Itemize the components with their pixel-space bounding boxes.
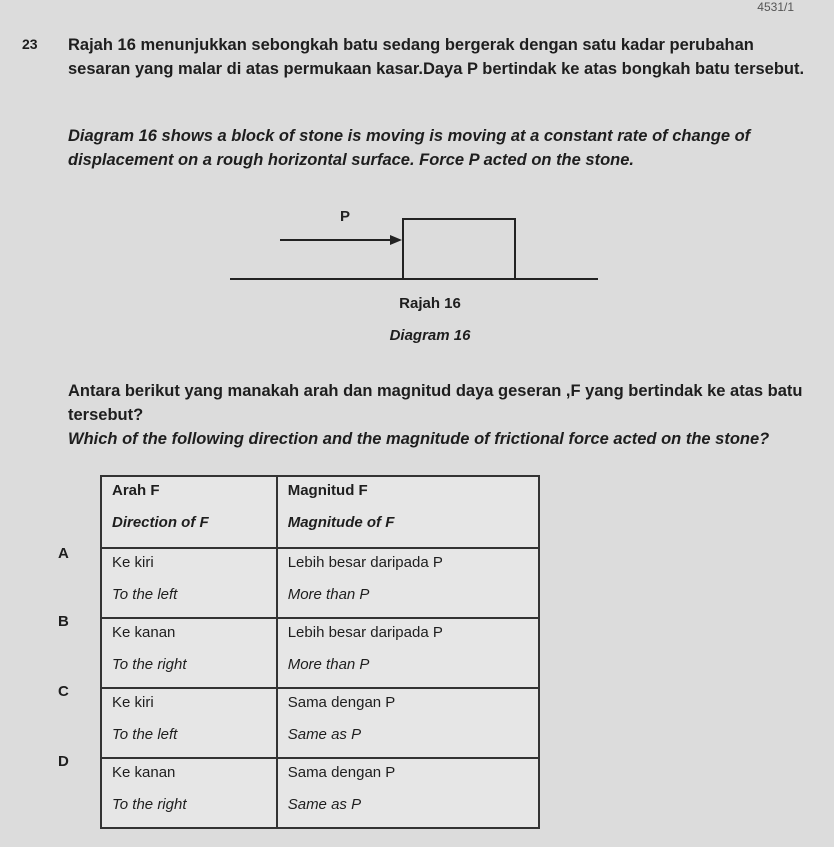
header-direction-ms: Arah F bbox=[112, 482, 160, 499]
option-a-magnitude-ms: Lebih besar daripada P bbox=[287, 554, 443, 571]
option-row-d[interactable] bbox=[101, 758, 539, 828]
page-code: 4531/1 bbox=[757, 0, 794, 14]
option-a-direction-en: To the left bbox=[112, 586, 178, 603]
option-d-magnitude-en: Same as P bbox=[287, 796, 362, 813]
option-c-direction-en: To the left bbox=[112, 726, 178, 743]
header-direction bbox=[101, 476, 277, 548]
option-c-magnitude bbox=[277, 688, 539, 758]
option-a-magnitude bbox=[277, 548, 539, 618]
stone-block bbox=[403, 219, 515, 279]
option-d-direction-ms: Ke kanan bbox=[112, 764, 176, 781]
option-letter-d[interactable]: D bbox=[58, 753, 69, 770]
option-row-c[interactable] bbox=[101, 688, 539, 758]
option-d-direction bbox=[101, 758, 277, 828]
option-letter-a[interactable]: A bbox=[58, 545, 69, 562]
option-a-direction-ms: Ke kiri bbox=[112, 554, 154, 571]
answer-options-table bbox=[100, 475, 540, 829]
option-a-magnitude-en: More than P bbox=[287, 586, 370, 603]
prompt-malay: Antara berikut yang manakah arah dan magnitud daya geseran ,F yang bertindak ke atas batu tersebut? bbox=[68, 382, 803, 424]
option-a-direction bbox=[101, 548, 277, 618]
option-letter-c[interactable]: C bbox=[58, 683, 69, 700]
option-d-direction-en: To the right bbox=[112, 796, 187, 813]
option-c-direction bbox=[101, 688, 277, 758]
force-p-label: P bbox=[340, 208, 351, 225]
option-b-magnitude-ms: Lebih besar daripada P bbox=[287, 624, 443, 641]
option-b-magnitude bbox=[277, 618, 539, 688]
diagram-caption-english: Diagram 16 bbox=[389, 327, 471, 344]
force-diagram bbox=[220, 195, 610, 290]
question-text-english: Diagram 16 shows a block of stone is moving is moving at a constant rate of change of displacement on a rough horizontal surface. Force P acted on the stone. bbox=[68, 127, 751, 169]
option-row-a[interactable] bbox=[101, 548, 539, 618]
force-p-arrowhead bbox=[390, 235, 402, 245]
option-row-b[interactable] bbox=[101, 618, 539, 688]
table-header-row bbox=[101, 476, 539, 548]
header-magnitude-ms: Magnitud F bbox=[287, 482, 368, 499]
header-magnitude bbox=[277, 476, 539, 548]
option-d-magnitude bbox=[277, 758, 539, 828]
option-c-magnitude-en: Same as P bbox=[287, 726, 362, 743]
prompt-english: Which of the following direction and the magnitude of frictional force acted on the stone? bbox=[68, 430, 770, 448]
question-text-malay: Rajah 16 menunjukkan sebongkah batu sedang bergerak dengan satu kadar perubahan sesaran yang malar di atas permukaan kasar.Daya P bertindak ke atas bongkah batu tersebut. bbox=[68, 36, 805, 78]
question-number: 23 bbox=[22, 36, 38, 52]
option-d-magnitude-ms: Sama dengan P bbox=[287, 764, 396, 781]
header-magnitude-en: Magnitude of F bbox=[287, 514, 395, 531]
option-b-direction-ms: Ke kanan bbox=[112, 624, 176, 641]
header-direction-en: Direction of F bbox=[112, 514, 209, 531]
option-letter-b[interactable]: B bbox=[58, 613, 69, 630]
option-c-direction-ms: Ke kiri bbox=[112, 694, 154, 711]
option-b-magnitude-en: More than P bbox=[287, 656, 370, 673]
option-b-direction bbox=[101, 618, 277, 688]
option-b-direction-en: To the right bbox=[112, 656, 187, 673]
option-c-magnitude-ms: Sama dengan P bbox=[287, 694, 396, 711]
diagram-caption-malay: Rajah 16 bbox=[399, 295, 461, 312]
